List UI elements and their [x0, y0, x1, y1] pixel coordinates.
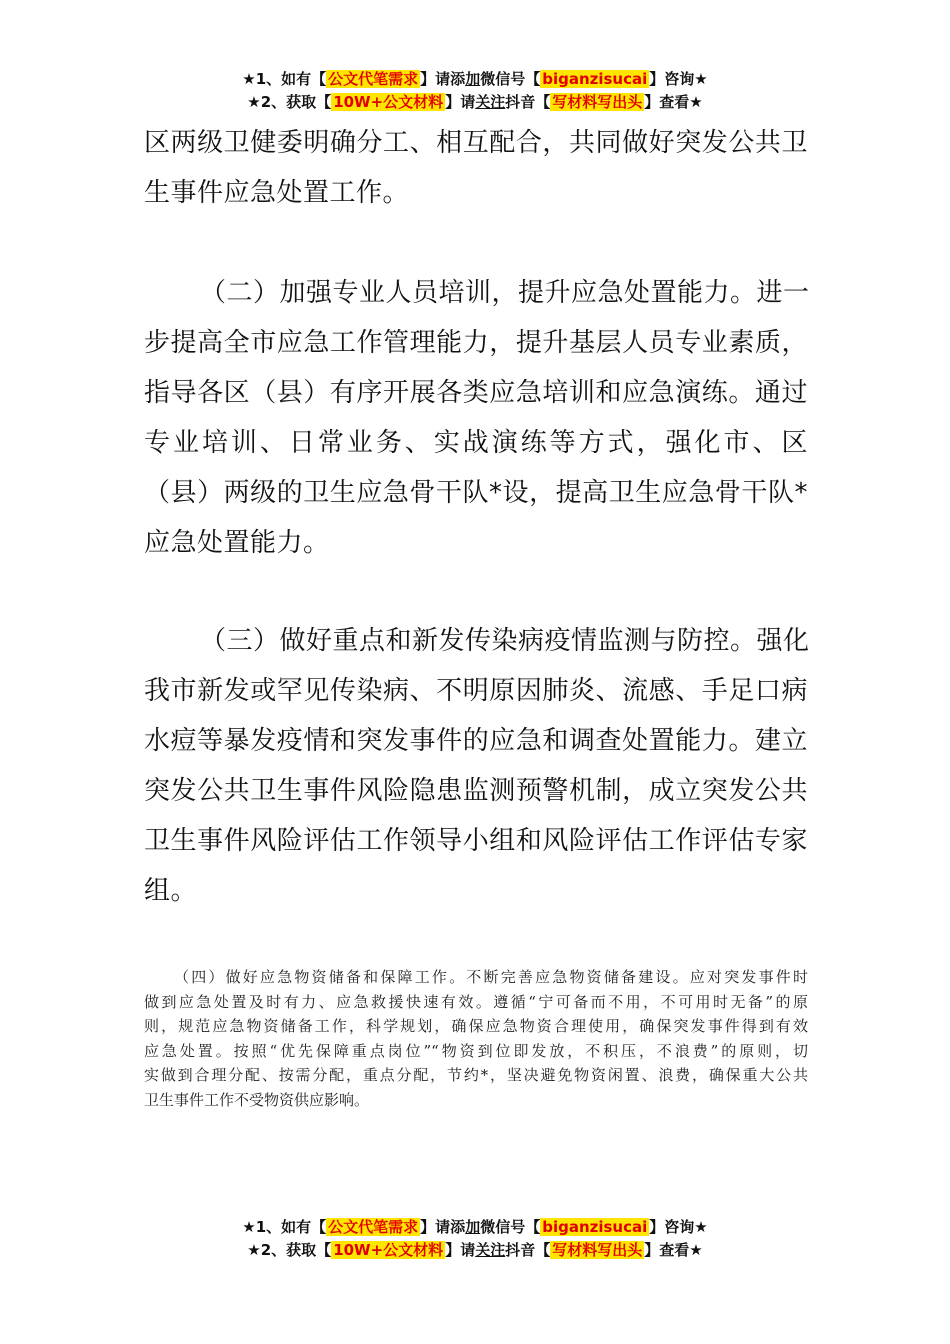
promo-text: 】查看★ [644, 93, 703, 111]
promo-highlight: biganzisucai [542, 70, 648, 88]
paragraph-training [144, 268, 808, 568]
promo-underline: 加 [465, 70, 481, 88]
promo-highlight: 10W+公文材料 [333, 1241, 444, 1259]
promo-text: ★2、获取【 [247, 93, 332, 111]
promo-text: 】请 [445, 93, 476, 111]
promo-highlight: 10W+公文材料 [333, 93, 444, 111]
promo-highlight: 公文代笔需求 [328, 1218, 419, 1236]
promo-text: 抖音【 [505, 93, 551, 111]
text-line: 做到应急处置及时有力、应急救援快速有效。遵循“宁可备而不用，不可用时无备”的原 [144, 992, 808, 1011]
promo-highlight: biganzisucai [542, 1218, 648, 1236]
header-promo-banner [0, 68, 950, 114]
text-line: （三）做好重点和新发传染病疫情监测与防控。强化 [200, 626, 810, 656]
text-line: 应急处置。按照“优先保障重点岗位”“物资到位即发放，不积压，不浪费”的原则，切 [144, 1041, 808, 1060]
text-line: 突发公共卫生事件风险隐患监测预警机制，成立突发公共 [144, 776, 808, 806]
text-line: 应急处置能力。 [144, 528, 330, 558]
promo-highlight: 写材料写出头 [552, 93, 643, 111]
text-line: 则，规范应急物资储备工作，科学规划，确保应急物资合理使用，确保突发事件得到有效 [144, 1017, 808, 1035]
text-line: 生事件应急处置工作。 [144, 178, 410, 208]
promo-line-1 [0, 1216, 950, 1239]
promo-text: ★1、如有【 [242, 1218, 327, 1236]
paragraph-continuation [144, 118, 808, 218]
footer-promo-banner [0, 1216, 950, 1262]
promo-line-1 [0, 68, 950, 91]
promo-text: 】查看★ [644, 1241, 703, 1259]
text-line: （四）做好应急物资储备和保障工作。不断完善应急物资储备建设。应对突发事件时 [174, 968, 808, 986]
promo-underline: 关注 [475, 1241, 506, 1259]
text-line: 步提高全市应急工作管理能力，提升基层人员专业素质， [144, 328, 808, 358]
promo-line-2 [0, 91, 950, 114]
promo-text: ★2、获取【 [247, 1241, 332, 1259]
promo-text: ★1、如有【 [242, 70, 327, 88]
promo-text: 】请添 [420, 70, 466, 88]
promo-text: 】请 [445, 1241, 476, 1259]
promo-line-2 [0, 1239, 950, 1262]
text-line: （县）两级的卫生应急骨干队*设，提高卫生应急骨干队* [144, 478, 808, 508]
text-line: 卫生事件工作不受物资供应影响。 [144, 1090, 370, 1109]
text-line: 指导各区（县）有序开展各类应急培训和应急演练。通过 [144, 378, 808, 408]
promo-underline: 关注 [475, 93, 506, 111]
promo-text: 】咨询★ [649, 1218, 708, 1236]
text-line: 区两级卫健委明确分工、相互配合，共同做好突发公共卫 [144, 128, 808, 158]
paragraph-supplies [144, 965, 808, 1112]
text-line: 组。 [144, 876, 198, 906]
promo-highlight: 写材料写出头 [552, 1241, 643, 1259]
text-line: 卫生事件风险评估工作领导小组和风险评估工作评估专家 [144, 826, 808, 856]
text-line: 我市新发或罕见传染病、不明原因肺炎、流感、手足口病 [144, 676, 808, 706]
promo-text: 微信号【 [480, 70, 541, 88]
promo-text: 】请添 [420, 1218, 466, 1236]
promo-highlight: 公文代笔需求 [328, 70, 419, 88]
text-line: （二）加强专业人员培训，提升应急处置能力。进一 [200, 278, 810, 308]
text-line: 专业培训、日常业务、实战演练等方式，强化市、区 [144, 428, 808, 458]
promo-text: 微信号【 [480, 1218, 541, 1236]
paragraph-epidemic-monitoring [144, 616, 808, 916]
text-line: 水痘等暴发疫情和突发事件的应急和调查处置能力。建立 [144, 726, 808, 756]
promo-text: 抖音【 [505, 1241, 551, 1259]
promo-underline: 加 [465, 1218, 481, 1236]
text-line: 实做到合理分配、按需分配，重点分配，节约*，坚决避免物资闲置、浪费，确保重大公共 [144, 1066, 808, 1084]
promo-text: 】咨询★ [649, 70, 708, 88]
